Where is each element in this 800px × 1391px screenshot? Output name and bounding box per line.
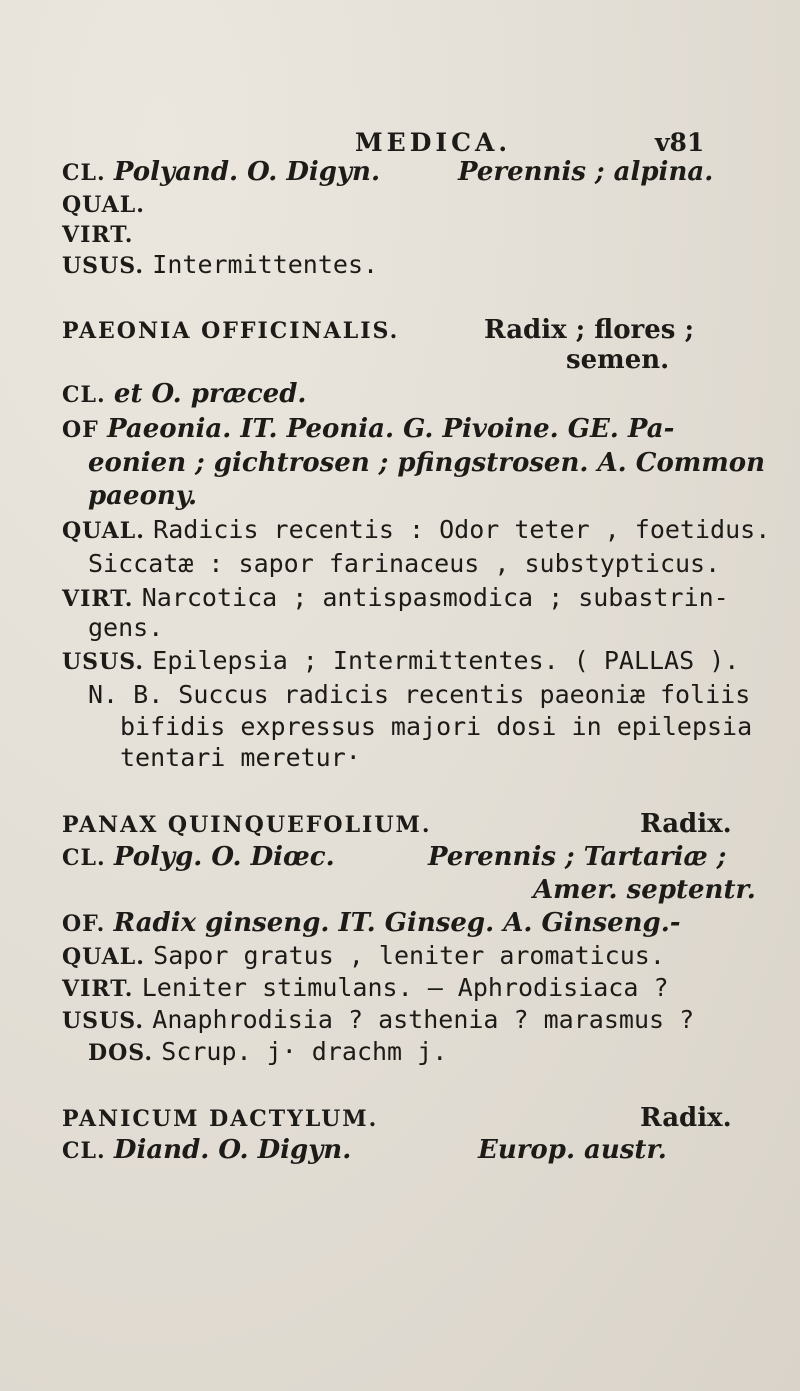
entry-parts-cont: semen. (566, 345, 670, 375)
entry-line: CL. Diand. O. Digyn. (62, 1135, 352, 1165)
entry-line: QUAL. (62, 192, 145, 218)
entry-line: N. B. Succus radicis recentis paeoniæ foliis (88, 680, 751, 709)
entry-line: gens. (88, 613, 164, 642)
entry-title: PANAX QUINQUEFOLIUM. (62, 812, 432, 838)
entry-line: CL. Polyg. O. Diœc. (62, 842, 335, 872)
entry-line: bifidis expressus majori dosi in epilepsia (120, 712, 753, 741)
entry-line: USUS. Intermittentes. (62, 250, 379, 279)
page-number: v81 (655, 128, 705, 157)
entry-line: CL. Polyand. O. Digyn. (62, 157, 381, 187)
entry-line: eonien ; gichtrosen ; pfingstrosen. A. Common (88, 448, 766, 478)
entry-right: Amer. septentr. (533, 875, 756, 905)
entry-line: VIRT. Leniter stimulans. — Aphrodisiaca ? (62, 973, 669, 1002)
entry-line: USUS. Anaphrodisia ? asthenia ? marasmus ? (62, 1005, 695, 1034)
entry-line: QUAL. Sapor gratus , leniter aromaticus. (62, 941, 665, 970)
entry-line: Siccatæ : sapor farinaceus , substypticus. (88, 549, 721, 578)
entry-right: Europ. austr. (478, 1135, 667, 1165)
entry-line: VIRT. Narcotica ; antispasmodica ; subastrin- (62, 583, 729, 612)
entry-line: DOS. Scrup. j· drachm j. (88, 1037, 448, 1066)
running-title: MEDICA. (355, 128, 512, 157)
entry-parts: Radix. (640, 809, 732, 839)
entry-line: USUS. Epilepsia ; Intermittentes. ( PALLAS ). (62, 646, 740, 675)
entry-parts: Radix. (640, 1103, 732, 1133)
entry-line: OF. Radix ginseng. IT. Ginseg. A. Ginseng.- (62, 908, 681, 938)
entry-line: QUAL. Radicis recentis : Odor teter , foetidus. (62, 515, 771, 544)
entry-line: VIRT. (62, 222, 134, 248)
entry-parts: Radix ; flores ; (484, 315, 695, 345)
entry-line: CL. et O. præced. (62, 379, 307, 409)
entry-right: Perennis ; alpina. (458, 157, 714, 187)
entry-line: tentari meretur· (120, 743, 361, 772)
entry-title: PANICUM DACTYLUM. (62, 1106, 379, 1132)
entry-title: PAEONIA OFFICINALIS. (62, 318, 400, 344)
entry-line: OF Paeonia. IT. Peonia. G. Pivoine. GE. Pa- (62, 414, 675, 444)
entry-line: paeony. (88, 481, 197, 511)
entry-right: Perennis ; Tartariæ ; (428, 842, 727, 872)
